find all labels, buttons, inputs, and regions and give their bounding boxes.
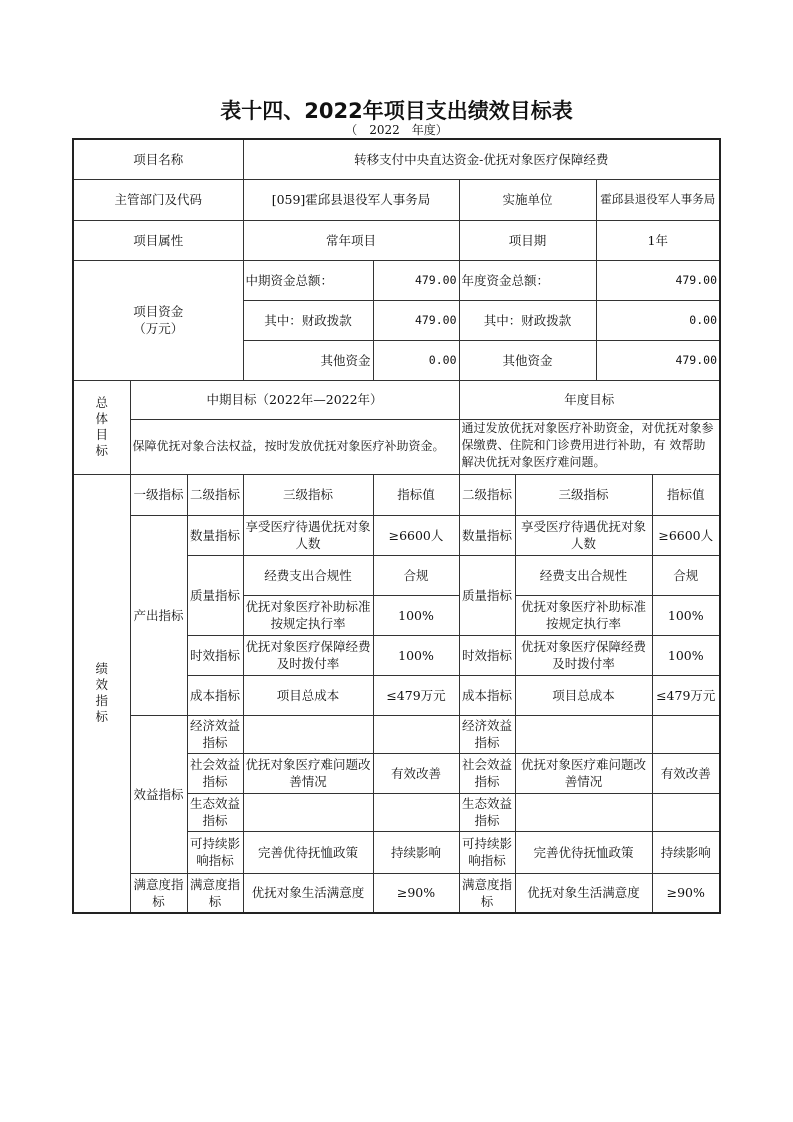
- l2: 质量指标: [187, 555, 243, 635]
- year-total-label: 年度资金总额：: [459, 260, 596, 300]
- val: ≤479万元: [373, 675, 459, 715]
- group-satisfaction: 满意度指标: [130, 873, 187, 913]
- group-benefit: 效益指标: [130, 715, 187, 873]
- dept-value: [059]霍邱县退役军人事务局: [243, 179, 459, 220]
- l3b: 完善优待抚恤政策: [515, 831, 652, 873]
- year-subtitle: （ 2022 年度）: [345, 123, 448, 137]
- funds-label: 项目资金 （万元）: [73, 260, 243, 380]
- attr-label: 项目属性: [73, 220, 243, 260]
- l3: 优抚对象医疗补助标准按规定执行率: [243, 595, 373, 635]
- attr-value: 常年项目: [243, 220, 459, 260]
- l2: 可持续影响指标: [187, 831, 243, 873]
- l3: [243, 793, 373, 831]
- val: 有效改善: [373, 753, 459, 793]
- l2b: 质量指标: [459, 555, 515, 635]
- l2: 时效指标: [187, 635, 243, 675]
- val: 100%: [373, 635, 459, 675]
- performance-target-table: [72, 138, 721, 914]
- valb: ≤479万元: [652, 675, 720, 715]
- l3b: 优抚对象生活满意度: [515, 873, 652, 913]
- l2: 数量指标: [187, 515, 243, 555]
- l3b: 优抚对象医疗补助标准按规定执行率: [515, 595, 652, 635]
- val: [373, 793, 459, 831]
- valb: 100%: [652, 595, 720, 635]
- l3: 经费支出合规性: [243, 555, 373, 595]
- l3: [243, 715, 373, 753]
- l3: 享受医疗待遇优抚对象人数: [243, 515, 373, 555]
- valb: 持续影响: [652, 831, 720, 873]
- l3b: [515, 715, 652, 753]
- val: 100%: [373, 595, 459, 635]
- mid-goal-label: 中期目标（2022年—2022年）: [130, 380, 459, 419]
- valb: ≥6600人: [652, 515, 720, 555]
- l3: 优抚对象生活满意度: [243, 873, 373, 913]
- valb: 有效改善: [652, 753, 720, 793]
- year-goal-label: 年度目标: [459, 380, 720, 419]
- l2b: 社会效益指标: [459, 753, 515, 793]
- year-fiscal: 0.00: [596, 300, 720, 340]
- valb: [652, 793, 720, 831]
- l3b: 优抚对象医疗保障经费及时拨付率: [515, 635, 652, 675]
- val: [373, 715, 459, 753]
- mid-goal-text: 保障优抚对象合法权益，按时发放优抚对象医疗补助资金。: [130, 419, 459, 474]
- l2: 生态效益指标: [187, 793, 243, 831]
- mid-fiscal-label: 其中：财政拨款: [243, 300, 373, 340]
- l3b: 优抚对象医疗难问题改善情况: [515, 753, 652, 793]
- l2b: 满意度指标: [459, 873, 515, 913]
- impl-label: 实施单位: [459, 179, 596, 220]
- val: ≥90%: [373, 873, 459, 913]
- l2: 满意度指标: [187, 873, 243, 913]
- mid-total: 479.00: [373, 260, 459, 300]
- impl-value: 霍邱县退役军人事务局: [596, 179, 720, 220]
- l3: 项目总成本: [243, 675, 373, 715]
- mid-total-label: 中期资金总额：: [243, 260, 373, 300]
- l3: 优抚对象医疗难问题改善情况: [243, 753, 373, 793]
- l2b: 数量指标: [459, 515, 515, 555]
- val: 持续影响: [373, 831, 459, 873]
- year-other-label: 其他资金: [459, 340, 596, 380]
- mid-other-label: 其他资金: [243, 340, 373, 380]
- header-l2b: 二级指标: [459, 474, 515, 515]
- valb: ≥90%: [652, 873, 720, 913]
- header-l3: 三级指标: [243, 474, 373, 515]
- l2: 成本指标: [187, 675, 243, 715]
- val: ≥6600人: [373, 515, 459, 555]
- valb: 合规: [652, 555, 720, 595]
- l3b: 项目总成本: [515, 675, 652, 715]
- l3: 完善优待抚恤政策: [243, 831, 373, 873]
- l2: 经济效益指标: [187, 715, 243, 753]
- l3b: [515, 793, 652, 831]
- valb: 100%: [652, 635, 720, 675]
- project-name: 转移支付中央直达资金-优抚对象医疗保障经费: [243, 139, 720, 179]
- header-l3b: 三级指标: [515, 474, 652, 515]
- l3b: 经费支出合规性: [515, 555, 652, 595]
- l2: 社会效益指标: [187, 753, 243, 793]
- period-label: 项目期: [459, 220, 596, 260]
- year-fiscal-label: 其中：财政拨款: [459, 300, 596, 340]
- l3b: 享受医疗待遇优抚对象人数: [515, 515, 652, 555]
- project-name-label: 项目名称: [73, 139, 243, 179]
- page-title: 表十四、2022年项目支出绩效目标表: [220, 99, 573, 123]
- mid-other: 0.00: [373, 340, 459, 380]
- year-total: 479.00: [596, 260, 720, 300]
- group-output: 产出指标: [130, 515, 187, 715]
- l2b: 生态效益指标: [459, 793, 515, 831]
- year-other: 479.00: [596, 340, 720, 380]
- header-l2: 二级指标: [187, 474, 243, 515]
- header-valb: 指标值: [652, 474, 720, 515]
- l2b: 成本指标: [459, 675, 515, 715]
- l2b: 可持续影响指标: [459, 831, 515, 873]
- year-goal-text: 通过发放优抚对象医疗补助资金，对优抚对象参保缴费、住院和门诊费用进行补助，有 效帮助解决优抚对象医疗难问题。: [459, 419, 720, 474]
- indicators-label: 绩效指标: [95, 661, 108, 725]
- l2b: 时效指标: [459, 635, 515, 675]
- goals-label: 总体目标: [95, 395, 108, 458]
- l3: 优抚对象医疗保障经费及时拨付率: [243, 635, 373, 675]
- mid-fiscal: 479.00: [373, 300, 459, 340]
- header-val: 指标值: [373, 474, 459, 515]
- valb: [652, 715, 720, 753]
- dept-label: 主管部门及代码: [73, 179, 243, 220]
- l2b: 经济效益指标: [459, 715, 515, 753]
- period-value: 1年: [596, 220, 720, 260]
- header-l1: 一级指标: [130, 474, 187, 515]
- val: 合规: [373, 555, 459, 595]
